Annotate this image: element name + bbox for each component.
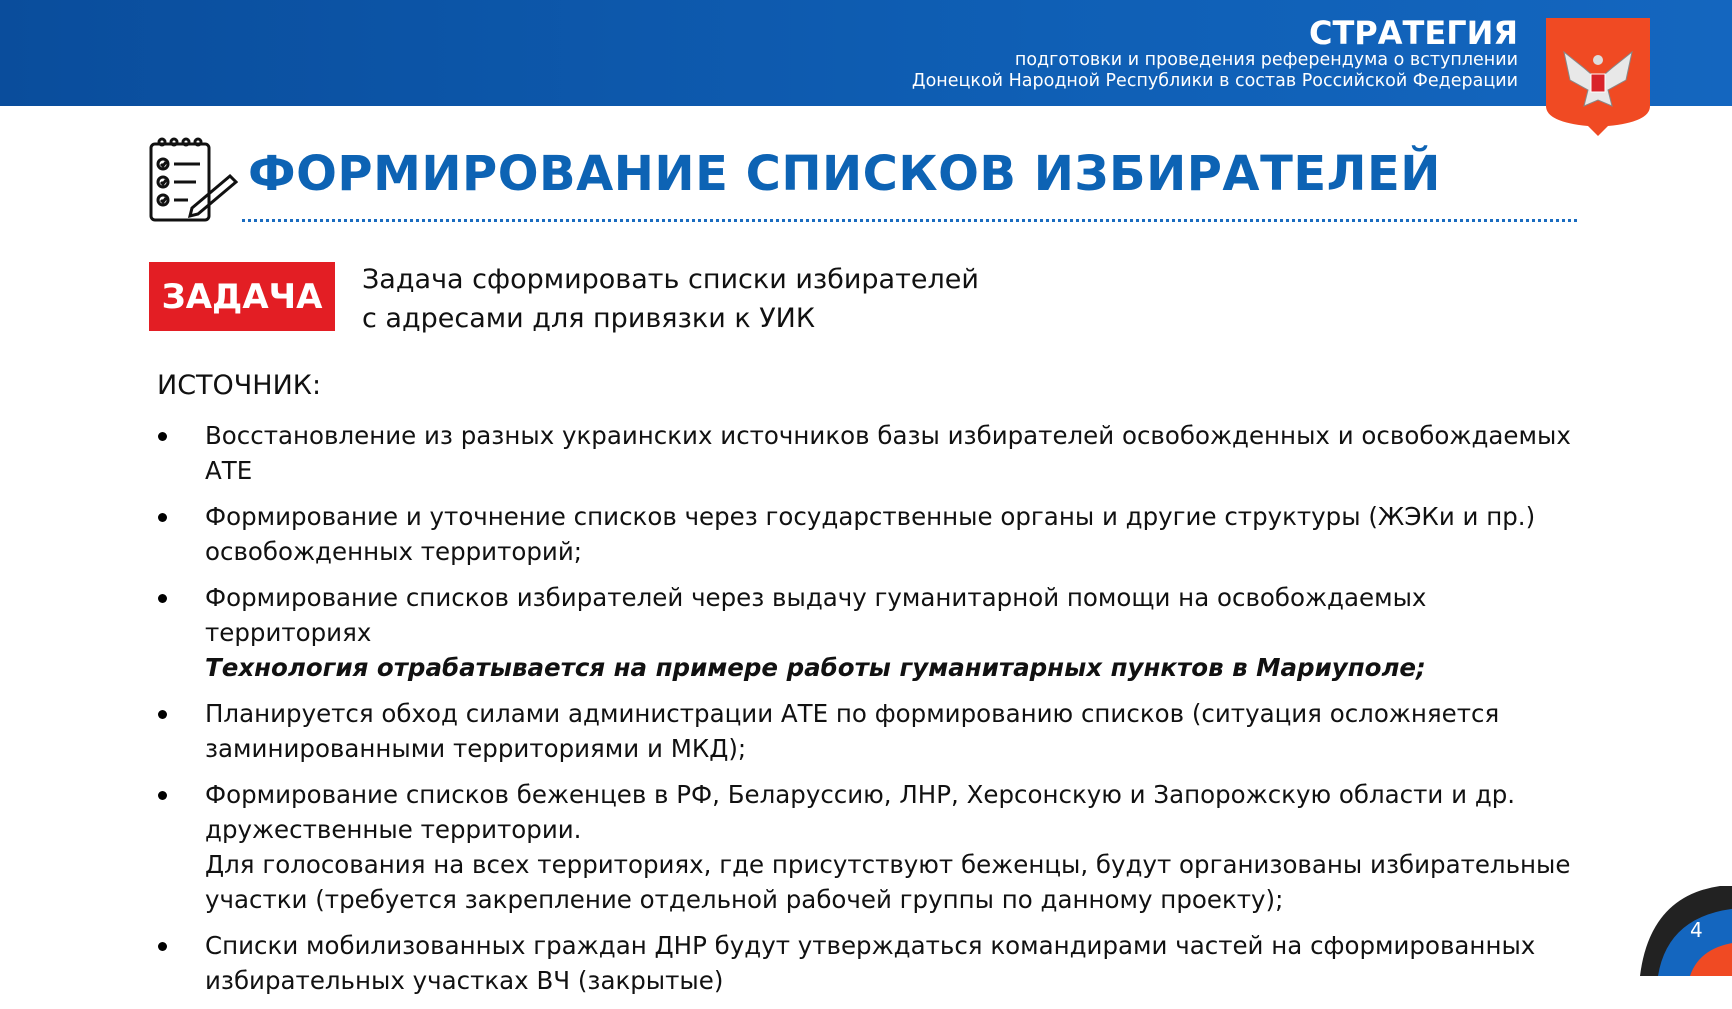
- item-text: Формирование списков беженцев в РФ, Беларуссию, ЛНР, Херсонскую и Запорожскую области и др. дружественные территории.: [205, 780, 1516, 844]
- header-subtitle-line: Донецкой Народной Республики в состав Российской Федерации: [911, 71, 1518, 91]
- divider: [242, 219, 1577, 222]
- source-list: [156, 418, 1576, 1009]
- item-text: Формирование и уточнение списков через государственные органы и другие структуры (ЖЭКи и пр.) освобожденных территорий;: [205, 502, 1536, 566]
- list-item: [156, 418, 1576, 488]
- item-text-extra: Для голосования на всех территориях, где присутствуют беженцы, будут организованы избирательные участки (требуется закрепление отдельной рабочей группы по данному проекту);: [205, 850, 1571, 914]
- item-text: Списки мобилизованных граждан ДНР будут утверждаться командирами частей на сформированных избирательных участках ВЧ (закрытые): [205, 931, 1536, 995]
- list-item: [156, 499, 1576, 569]
- header-bar: [0, 0, 1732, 106]
- list-item: [156, 928, 1576, 998]
- corner-decoration: [1640, 886, 1732, 976]
- task-badge: ЗАДАЧА: [149, 262, 335, 331]
- coat-of-arms-icon: [1546, 18, 1650, 136]
- list-item: [156, 580, 1576, 685]
- item-text: Восстановление из разных украинских источников базы избирателей освобожденных и освобождаемых АТЕ: [205, 421, 1571, 485]
- list-item: [156, 777, 1576, 917]
- item-text: Планируется обход силами администрации АТЕ по формированию списков (ситуация осложняется заминированными территориями и МКД);: [205, 699, 1500, 763]
- task-line: Задача сформировать списки избирателей: [362, 264, 979, 295]
- checklist-icon: [148, 136, 238, 226]
- item-emphasis: Технология отрабатывается на примере работы гуманитарных пунктов в Мариуполе;: [205, 653, 1426, 682]
- list-item: [156, 696, 1576, 766]
- page-number: 4: [1690, 918, 1703, 942]
- header-title: СТРАТЕГИЯ: [1308, 14, 1518, 52]
- source-label: ИСТОЧНИК:: [157, 370, 322, 401]
- item-text: Формирование списков избирателей через выдачу гуманитарной помощи на освобождаемых территориях: [205, 583, 1427, 647]
- page-title: ФОРМИРОВАНИЕ СПИСКОВ ИЗБИРАТЕЛЕЙ: [248, 146, 1441, 202]
- task-text: [362, 260, 979, 338]
- task-line: с адресами для привязки к УИК: [362, 303, 816, 334]
- header-subtitle-line: подготовки и проведения референдума о вступлении: [1014, 50, 1518, 70]
- header-subtitle: [912, 50, 1518, 92]
